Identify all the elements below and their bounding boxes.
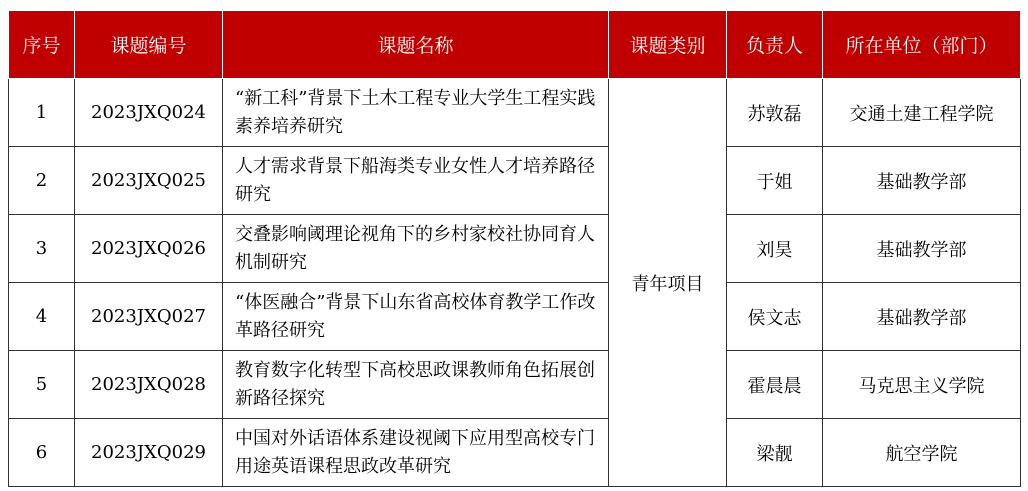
table-row	[9, 351, 1021, 419]
cell-title: 人才需求背景下船海类专业女性人才培养路径研究	[223, 147, 609, 215]
cell-person: 于姐	[727, 147, 823, 215]
cell-person: 梁靓	[727, 419, 823, 487]
cell-no: 4	[9, 283, 75, 351]
cell-no: 2	[9, 147, 75, 215]
header-no: 序号	[9, 11, 75, 79]
header-unit: 所在单位（部门）	[823, 11, 1021, 79]
cell-person: 苏敦磊	[727, 79, 823, 147]
cell-person: 霍晨晨	[727, 351, 823, 419]
cell-unit: 基础教学部	[823, 283, 1021, 351]
header-person: 负责人	[727, 11, 823, 79]
cell-unit: 航空学院	[823, 419, 1021, 487]
cell-person: 侯文志	[727, 283, 823, 351]
cell-title: 教育数字化转型下高校思政课教师角色拓展创新路径探究	[223, 351, 609, 419]
header-code: 课题编号	[75, 11, 223, 79]
table-row	[9, 147, 1021, 215]
cell-code: 2023JXQ026	[75, 215, 223, 283]
cell-person: 刘昊	[727, 215, 823, 283]
cell-no: 1	[9, 79, 75, 147]
cell-no: 3	[9, 215, 75, 283]
cell-no: 5	[9, 351, 75, 419]
table-row	[9, 215, 1021, 283]
cell-no: 6	[9, 419, 75, 487]
cell-unit: 基础教学部	[823, 215, 1021, 283]
cell-title: 交叠影响阈理论视角下的乡村家校社协同育人机制研究	[223, 215, 609, 283]
cell-code: 2023JXQ028	[75, 351, 223, 419]
table-row	[9, 79, 1021, 147]
project-table	[8, 10, 1021, 487]
table-row	[9, 283, 1021, 351]
cell-category: 青年项目	[609, 79, 727, 487]
header-row	[9, 11, 1021, 79]
cell-unit: 交通土建工程学院	[823, 79, 1021, 147]
cell-unit: 马克思主义学院	[823, 351, 1021, 419]
cell-unit: 基础教学部	[823, 147, 1021, 215]
cell-code: 2023JXQ029	[75, 419, 223, 487]
cell-title: “新工科”背景下土木工程专业大学生工程实践素养培养研究	[223, 79, 609, 147]
header-title: 课题名称	[223, 11, 609, 79]
cell-code: 2023JXQ027	[75, 283, 223, 351]
table-row	[9, 419, 1021, 487]
header-category: 课题类别	[609, 11, 727, 79]
cell-code: 2023JXQ024	[75, 79, 223, 147]
cell-code: 2023JXQ025	[75, 147, 223, 215]
cell-title: “体医融合”背景下山东省高校体育教学工作改革路径研究	[223, 283, 609, 351]
cell-title: 中国对外话语体系建设视阈下应用型高校专门用途英语课程思政改革研究	[223, 419, 609, 487]
